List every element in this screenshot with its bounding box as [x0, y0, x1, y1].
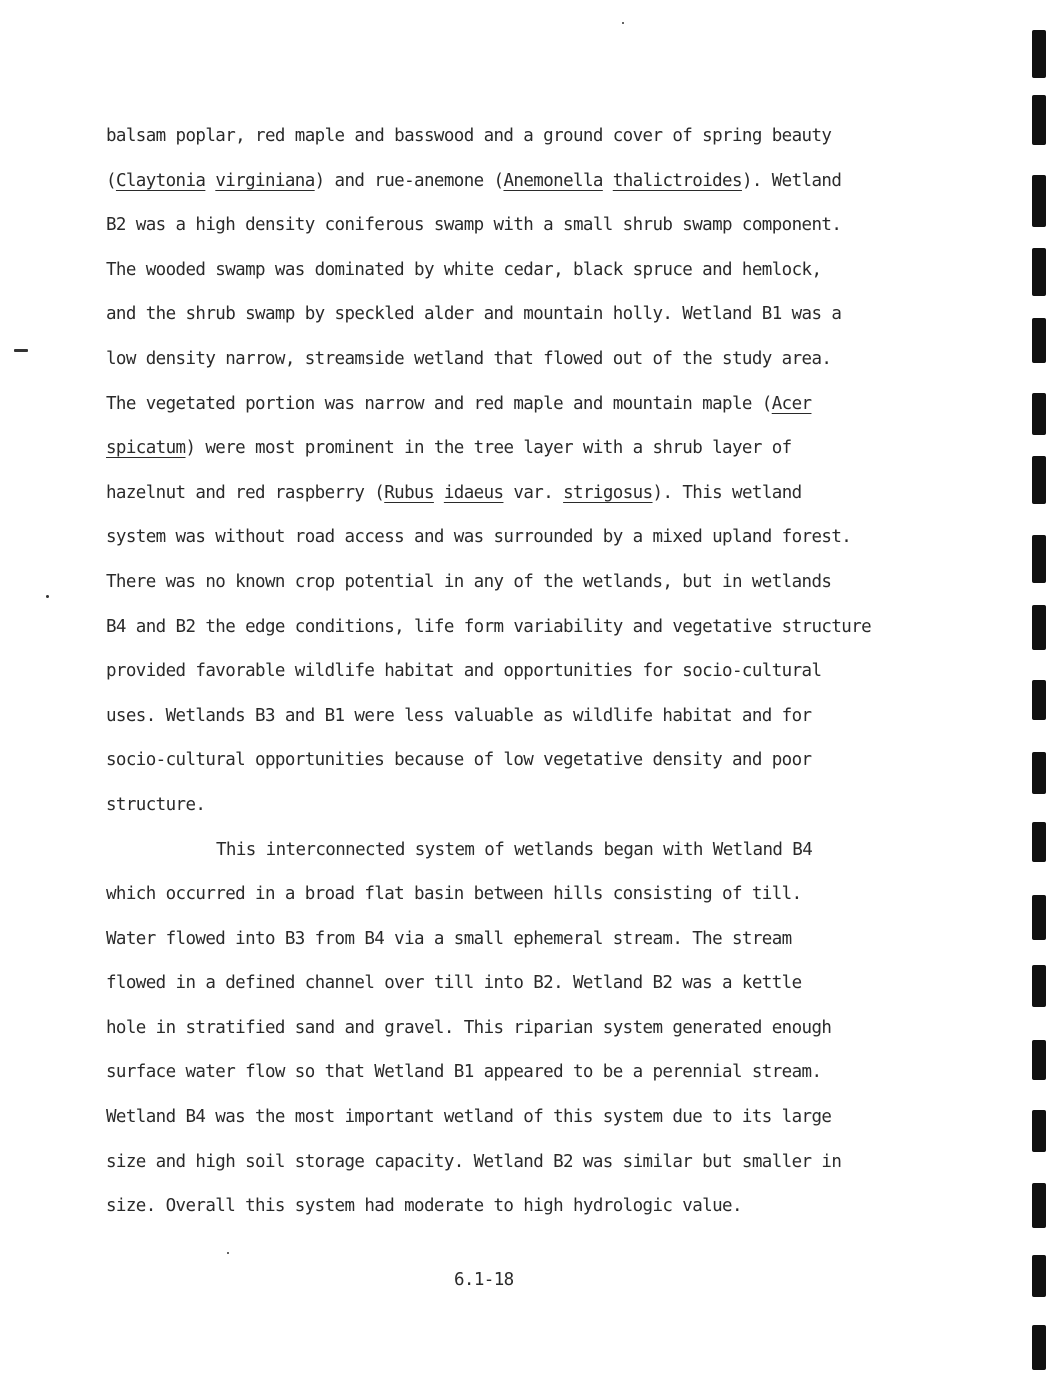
text-line — [106, 1140, 986, 1185]
text-segment: ). Wetland — [741, 170, 842, 191]
binder-mark — [1032, 30, 1046, 78]
binder-edge-marks — [1030, 0, 1064, 1379]
text-segment: socio-cultural opportunities because of low vegetative density and poor — [106, 750, 812, 771]
text-segment — [434, 483, 444, 503]
text-line — [106, 917, 986, 962]
text-line — [106, 605, 986, 650]
text-segment: balsam poplar, red maple and basswood and a ground cover of spring beauty — [106, 126, 832, 146]
text-line — [106, 159, 986, 204]
binder-mark — [1032, 318, 1046, 363]
text-line — [106, 114, 986, 159]
species-name: Rubus — [384, 482, 434, 503]
text-line — [106, 292, 986, 337]
binder-mark — [1032, 1255, 1046, 1297]
species-name: virginiana — [215, 170, 315, 191]
text-segment: hazelnut and red raspberry ( — [106, 482, 385, 503]
binder-mark — [1032, 822, 1046, 862]
binder-mark — [1032, 248, 1046, 296]
text-line — [106, 783, 986, 828]
text-line — [106, 738, 986, 783]
scan-speck — [46, 595, 49, 598]
text-segment: flowed in a defined channel over till into B2. Wetland B2 was a kettle — [106, 973, 802, 994]
text-segment: ) and rue-anemone ( — [314, 170, 504, 191]
text-segment: ( — [106, 170, 116, 191]
text-segment — [603, 171, 613, 191]
text-line — [106, 248, 986, 293]
binder-mark — [1032, 1183, 1046, 1228]
text-line — [106, 872, 986, 917]
text-segment: ). This wetland — [652, 482, 802, 503]
text-line — [106, 382, 986, 427]
text-line — [106, 471, 986, 516]
text-segment: Water flowed into B3 from B4 via a small ephemeral stream. The stream — [106, 928, 792, 949]
text-segment: Wetland B4 was the most important wetland of this system due to its large — [106, 1107, 832, 1128]
text-line — [106, 337, 986, 382]
text-segment: surface water flow so that Wetland B1 appeared to be a perennial stream. — [106, 1062, 822, 1083]
text-segment: which occurred in a broad flat basin between hills consisting of till. — [106, 884, 802, 905]
scan-speck — [622, 22, 624, 24]
text-line — [106, 1006, 986, 1051]
text-segment: There was no known crop potential in any of the wetlands, but in wetlands — [106, 571, 832, 592]
species-name: thalictroides — [612, 170, 742, 191]
binder-mark — [1032, 393, 1046, 435]
species-name: Anemonella — [503, 170, 603, 191]
text-line — [106, 515, 986, 560]
binder-mark — [1032, 1325, 1046, 1370]
text-segment — [205, 171, 215, 191]
text-segment: size and high soil storage capacity. Wetland B2 was similar but smaller in — [106, 1151, 842, 1172]
binder-mark — [1032, 456, 1046, 504]
binder-mark — [1032, 605, 1046, 650]
text-segment: The wooded swamp was dominated by white cedar, black spruce and hemlock, — [106, 259, 822, 280]
text-line — [106, 1050, 986, 1095]
text-line — [106, 1184, 986, 1229]
text-segment: structure. — [106, 794, 206, 815]
text-line — [106, 1095, 986, 1140]
text-segment: ) were most prominent in the tree layer with a shrub layer of — [185, 438, 792, 459]
binder-mark — [1032, 965, 1046, 1007]
species-name: Acer — [771, 393, 812, 414]
binder-mark — [1032, 1040, 1046, 1080]
text-segment: size. Overall this system had moderate to high hydrologic value. — [106, 1196, 742, 1217]
binder-mark — [1032, 535, 1046, 583]
text-segment: var. — [503, 482, 564, 503]
text-segment: B2 was a high density coniferous swamp with a small shrub swamp component. — [106, 215, 842, 236]
binder-mark — [1032, 752, 1046, 794]
text-segment: provided favorable wildlife habitat and opportunities for socio-cultural — [106, 661, 822, 682]
text-segment: system was without road access and was surrounded by a mixed upland forest. — [106, 527, 852, 548]
body-text — [106, 114, 986, 1229]
text-line — [106, 828, 986, 873]
text-segment: B4 and B2 the edge conditions, life form variability and vegetative structure — [106, 616, 872, 637]
binder-mark — [1032, 175, 1046, 227]
species-name: spicatum — [106, 438, 186, 459]
scan-speck — [14, 349, 28, 352]
text-segment: This interconnected system of wetlands began with Wetland B4 — [216, 839, 813, 860]
text-segment: hole in stratified sand and gravel. This riparian system generated enough — [106, 1017, 832, 1038]
text-line — [106, 694, 986, 739]
text-segment: and the shrub swamp by speckled alder and mountain holly. Wetland B1 was a — [106, 304, 842, 325]
text-line — [106, 426, 986, 471]
text-line — [106, 961, 986, 1006]
text-segment: low density narrow, streamside wetland that flowed out of the study area. — [106, 348, 832, 369]
page-number: 6.1-18 — [454, 1270, 514, 1290]
scan-speck — [227, 1252, 229, 1254]
text-segment: uses. Wetlands B3 and B1 were less valuable as wildlife habitat and for — [106, 705, 812, 726]
binder-mark — [1032, 680, 1046, 720]
binder-mark — [1032, 1110, 1046, 1152]
text-segment: The vegetated portion was narrow and red maple and mountain maple ( — [106, 393, 772, 414]
binder-mark — [1032, 95, 1046, 145]
text-line — [106, 649, 986, 694]
species-name: idaeus — [443, 482, 504, 503]
text-line — [106, 203, 986, 248]
species-name: strigosus — [563, 482, 653, 503]
text-line — [106, 560, 986, 605]
binder-mark — [1032, 895, 1046, 940]
species-name: Claytonia — [115, 170, 206, 191]
